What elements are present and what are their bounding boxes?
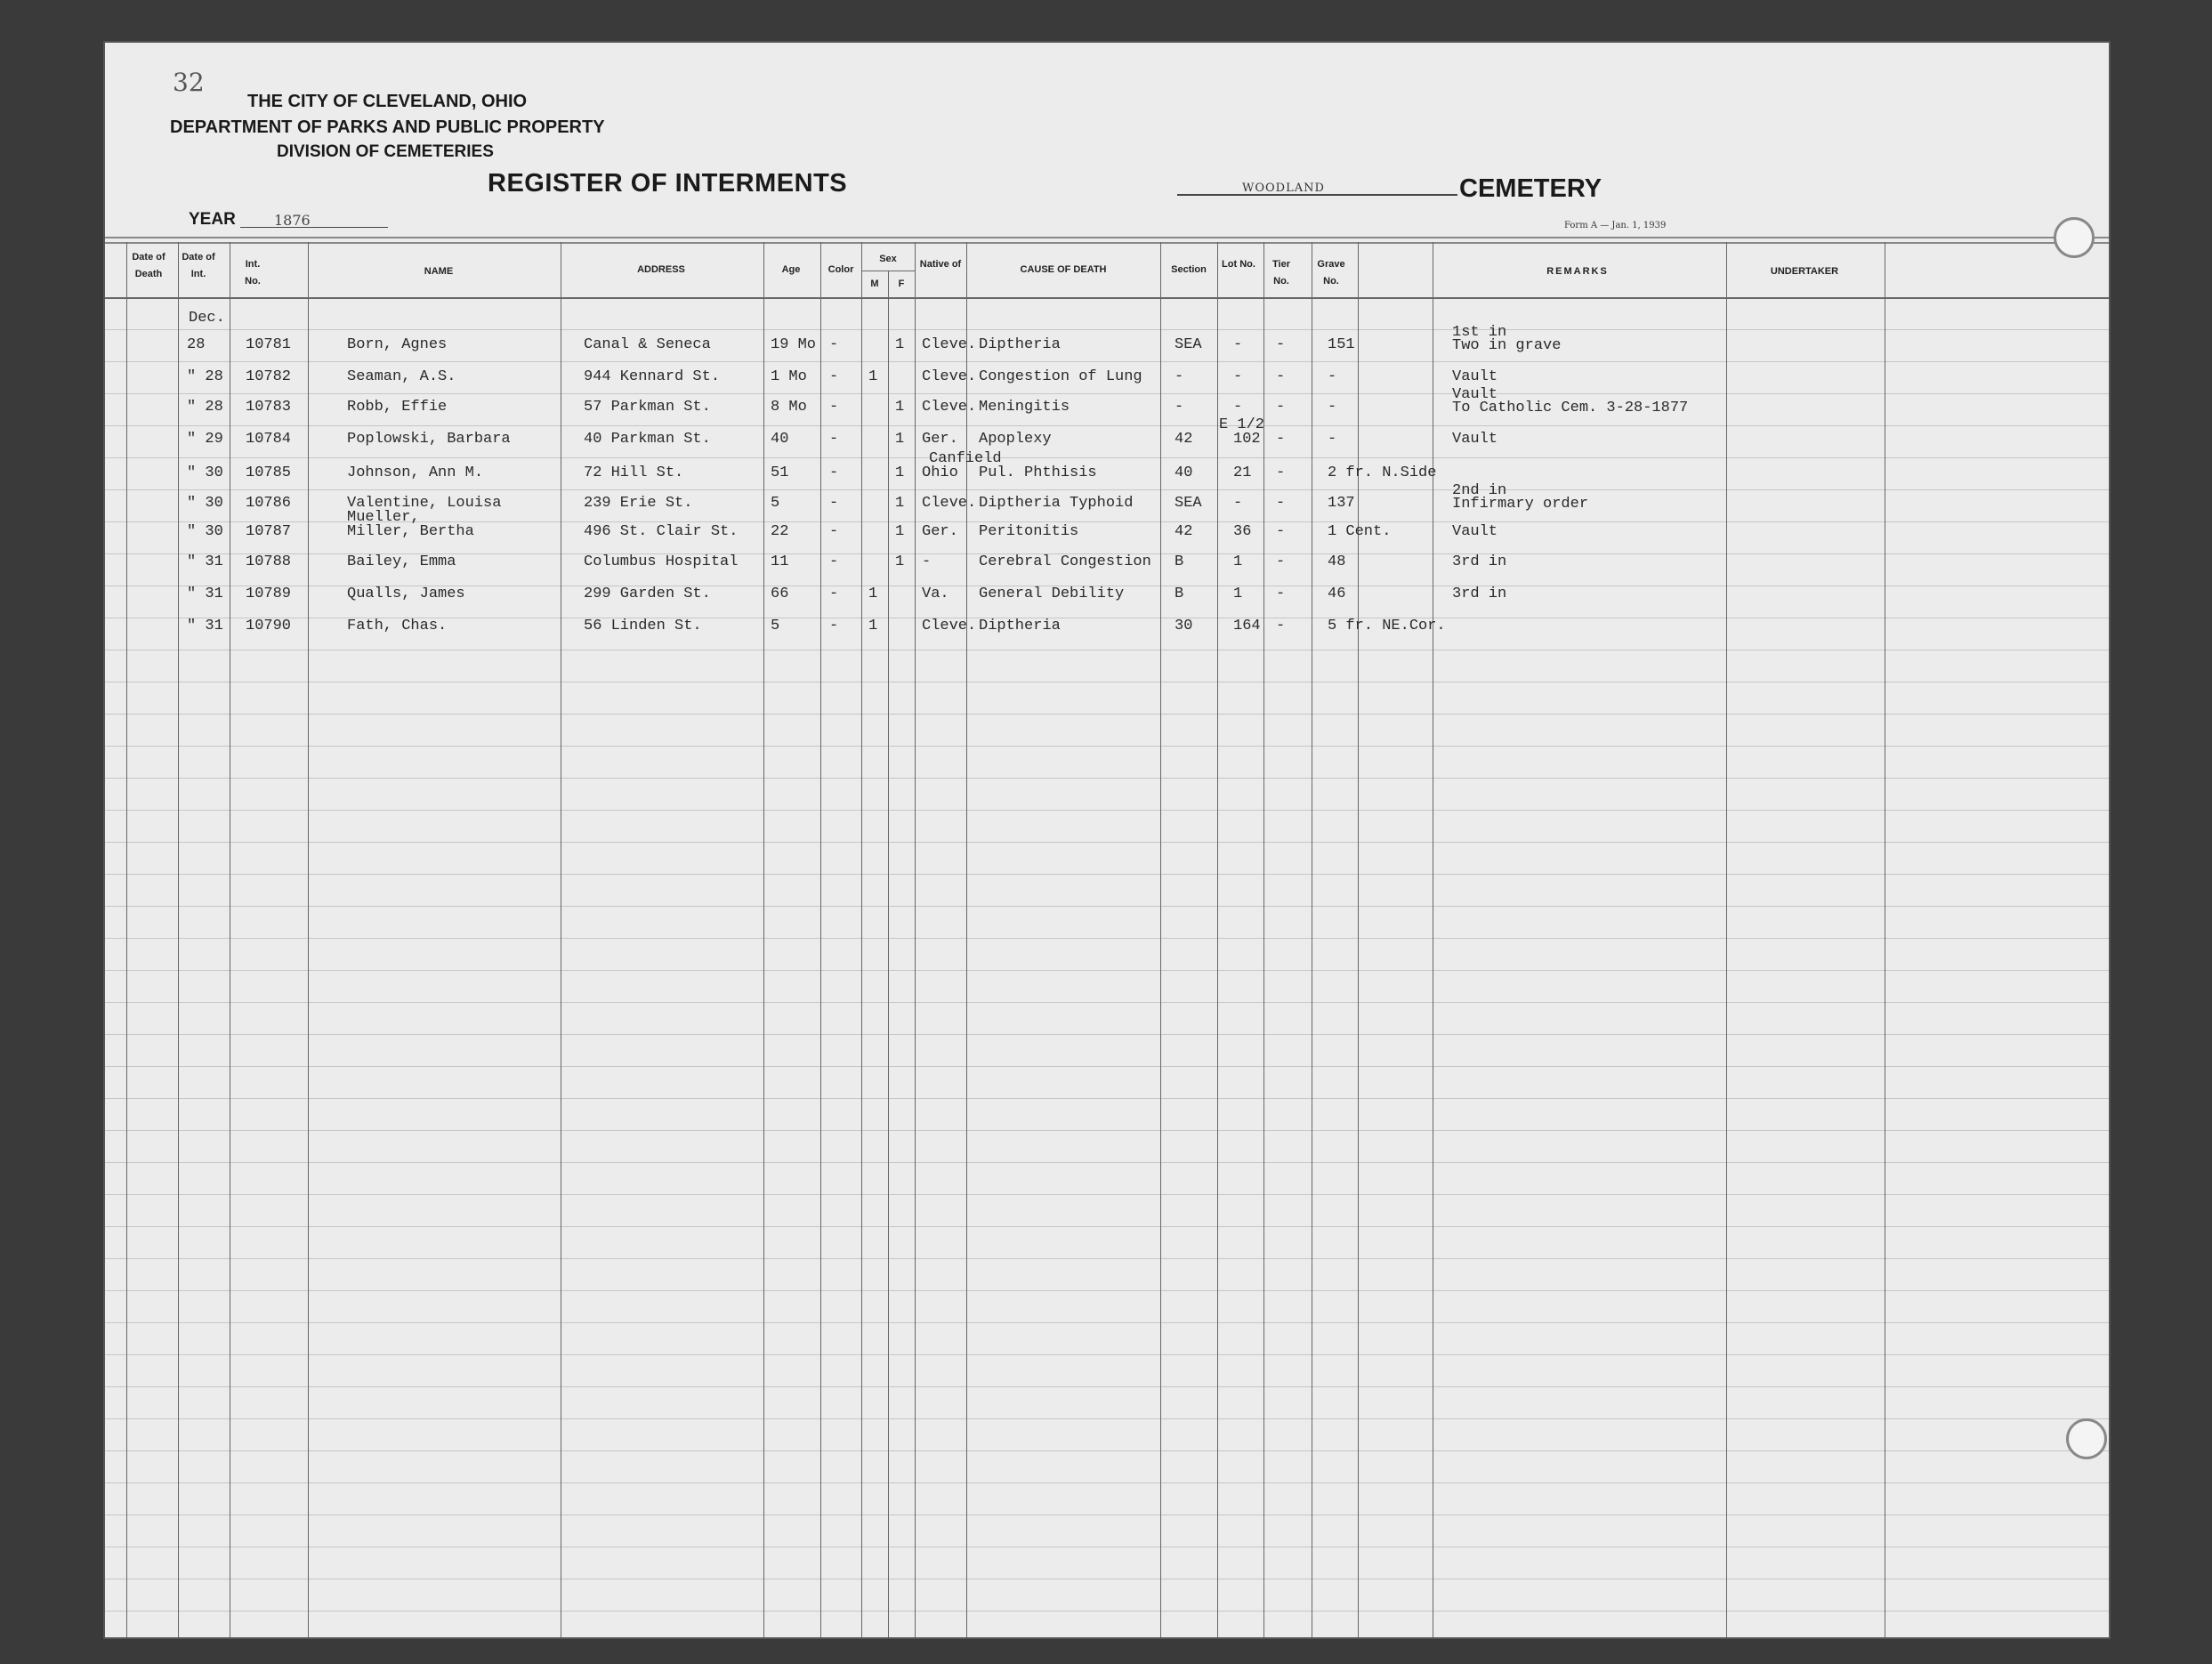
column-line <box>861 242 862 1637</box>
record-grave: 151 <box>1328 336 1355 353</box>
ruled-line <box>105 489 2109 490</box>
register-page <box>105 43 2109 1637</box>
record-int-no: 10789 <box>246 586 292 602</box>
record-native-of: Ger. <box>922 431 958 448</box>
record-color: - <box>829 523 839 540</box>
record-date: " 30 <box>187 464 223 481</box>
col-cause-of-death: CAUSE OF DEATH <box>1020 264 1107 275</box>
record-remarks: 3rd in <box>1452 553 1507 570</box>
column-line <box>308 242 309 1637</box>
column-line <box>178 242 179 1637</box>
record-lot: 1 <box>1233 586 1243 602</box>
col-color: Color <box>827 264 854 275</box>
record-remarks: Vault <box>1452 431 1498 448</box>
record-tier: - <box>1276 399 1286 416</box>
ruled-line <box>105 874 2109 875</box>
ruled-line <box>105 1034 2109 1035</box>
record-name: Bailey, Emma <box>347 553 456 570</box>
record-age: 5 <box>771 495 780 512</box>
record-address: 944 Kennard St. <box>584 368 721 385</box>
record-name: Fath, Chas. <box>347 618 448 634</box>
record-lot-above: E 1/2 <box>1219 416 1265 433</box>
ruled-line <box>105 1002 2109 1003</box>
record-grave: - <box>1328 368 1337 385</box>
record-lot: 102 <box>1233 431 1261 448</box>
record-color: - <box>829 368 839 385</box>
record-native-of: Cleve. <box>922 368 977 385</box>
record-int-no: 10783 <box>246 399 292 416</box>
year-line <box>240 227 388 228</box>
record-name: Miller, Bertha <box>347 523 474 540</box>
col-undertaker: UNDERTAKER <box>1770 266 1839 277</box>
ruled-line <box>105 1258 2109 1259</box>
record-name: Johnson, Ann M. <box>347 464 484 481</box>
record-remarks: Vault <box>1452 523 1498 540</box>
record-int-no: 10785 <box>246 464 292 481</box>
record-sex-f: 1 <box>895 495 905 512</box>
record-lot: - <box>1233 495 1243 512</box>
record-sex-f: 1 <box>895 336 905 353</box>
record-lot: - <box>1233 399 1243 416</box>
record-date: " 30 <box>187 523 223 540</box>
record-date: " 31 <box>187 618 223 634</box>
record-age: 19 Mo <box>771 336 817 353</box>
ruled-line <box>105 393 2109 394</box>
header-bottom-rule <box>105 297 2109 299</box>
column-line <box>126 242 127 1637</box>
record-date: 28 <box>187 336 206 353</box>
col-grave-no: Grave No. <box>1317 259 1345 287</box>
record-int-no: 10786 <box>246 495 292 512</box>
year-value: 1876 <box>274 212 311 229</box>
record-address: Columbus Hospital <box>584 553 739 570</box>
record-name: Valentine, Louisa <box>347 495 502 512</box>
col-sex: Sex <box>879 254 897 264</box>
ruled-line <box>105 1226 2109 1227</box>
record-name: Qualls, James <box>347 586 465 602</box>
record-sex-f: 1 <box>895 464 905 481</box>
col-remarks: REMARKS <box>1546 266 1609 277</box>
header-rule <box>105 237 2109 238</box>
record-native-of: Va. <box>922 586 949 602</box>
record-int-no: 10782 <box>246 368 292 385</box>
record-cause: Diptheria <box>979 618 1061 634</box>
record-color: - <box>829 464 839 481</box>
ruled-line <box>105 1418 2109 1419</box>
record-remarks-2: Two in grave <box>1452 337 1562 354</box>
record-name: Seaman, A.S. <box>347 368 456 385</box>
ruled-line <box>105 425 2109 426</box>
record-date: " 28 <box>187 368 223 385</box>
record-section: 42 <box>1175 431 1193 448</box>
record-address: 239 Erie St. <box>584 495 693 512</box>
org-division: DIVISION OF CEMETERIES <box>277 142 494 161</box>
record-lot: 36 <box>1233 523 1252 540</box>
record-address: 57 Parkman St. <box>584 399 711 416</box>
record-tier: - <box>1276 368 1286 385</box>
record-age: 66 <box>771 586 789 602</box>
ruled-line <box>105 457 2109 458</box>
record-color: - <box>829 399 839 416</box>
record-address: 56 Linden St. <box>584 618 702 634</box>
record-color: - <box>829 495 839 512</box>
record-int-no: 10790 <box>246 618 292 634</box>
record-date: " 28 <box>187 399 223 416</box>
ruled-line <box>105 938 2109 939</box>
record-date: " 31 <box>187 586 223 602</box>
column-line <box>1726 242 1727 1637</box>
record-cause: Diptheria <box>979 336 1061 353</box>
record-cause: Congestion of Lung <box>979 368 1142 385</box>
record-tier: - <box>1276 336 1286 353</box>
record-grave: 137 <box>1328 495 1355 512</box>
record-age: 8 Mo <box>771 399 807 416</box>
record-grave: 48 <box>1328 553 1346 570</box>
record-remarks: Vault <box>1452 386 1498 403</box>
record-int-no: 10788 <box>246 553 292 570</box>
record-name: Born, Agnes <box>347 336 448 353</box>
record-remarks-2: To Catholic Cem. 3-28-1877 <box>1452 400 1689 416</box>
ruled-line <box>105 714 2109 715</box>
column-line <box>1358 242 1359 1637</box>
record-cause: Diptheria Typhoid <box>979 495 1134 512</box>
record-age: 40 <box>771 431 789 448</box>
col-native-of: Native of <box>919 259 962 270</box>
page-title: REGISTER OF INTERMENTS <box>488 169 848 198</box>
record-remarks: Vault <box>1452 368 1498 385</box>
binder-ring-icon <box>2054 217 2095 258</box>
record-color: - <box>829 586 839 602</box>
record-lot: 1 <box>1233 553 1243 570</box>
record-cause: Peritonitis <box>979 523 1079 540</box>
ruled-line <box>105 1450 2109 1451</box>
col-name: NAME <box>424 266 454 277</box>
record-color: - <box>829 618 839 634</box>
record-section: B <box>1175 553 1184 570</box>
record-section: B <box>1175 586 1184 602</box>
record-native-of: - <box>922 553 932 570</box>
ruled-line <box>105 1194 2109 1195</box>
column-line <box>1263 242 1264 1637</box>
col-date-of-int: Date of Int. <box>182 252 215 279</box>
col-sex-f: F <box>898 279 905 289</box>
record-grave: 1 Cent. <box>1328 523 1392 540</box>
record-age: 5 <box>771 618 780 634</box>
col-lot-no: Lot No. <box>1222 259 1255 270</box>
ruled-line <box>105 1354 2109 1355</box>
ruled-line <box>105 1290 2109 1291</box>
ruled-line <box>105 682 2109 683</box>
month-label: Dec. <box>189 310 225 327</box>
ruled-line <box>105 1098 2109 1099</box>
ruled-line <box>105 1386 2109 1387</box>
record-date: " 31 <box>187 553 223 570</box>
column-line <box>1217 242 1218 1637</box>
record-cause: Pul. Phthisis <box>979 464 1097 481</box>
ruled-line <box>105 1130 2109 1131</box>
record-cause: Cerebral Congestion <box>979 553 1151 570</box>
ruled-line <box>105 1482 2109 1483</box>
record-section: SEA <box>1175 336 1202 353</box>
ruled-line <box>105 1322 2109 1323</box>
record-lot: - <box>1233 336 1243 353</box>
record-remarks: 2nd in <box>1452 482 1507 499</box>
org-city: THE CITY OF CLEVELAND, OHIO <box>247 92 528 111</box>
column-line <box>915 242 916 1637</box>
record-sex-m: 1 <box>868 368 878 385</box>
record-int-no: 10787 <box>246 523 292 540</box>
record-date: " 30 <box>187 495 223 512</box>
record-name: Robb, Effie <box>347 399 448 416</box>
record-native-of: Cleve. <box>922 495 977 512</box>
col-sex-m: M <box>870 279 879 289</box>
record-remarks: 1st in <box>1452 324 1507 341</box>
col-address: ADDRESS <box>637 264 685 275</box>
record-native-of: Ohio <box>922 464 958 481</box>
record-address: 40 Parkman St. <box>584 431 711 448</box>
ruled-line <box>105 906 2109 907</box>
record-age: 1 Mo <box>771 368 807 385</box>
record-native-of: Cleve. <box>922 336 977 353</box>
year-label: YEAR <box>189 210 236 229</box>
record-section: SEA <box>1175 495 1202 512</box>
record-section: 30 <box>1175 618 1193 634</box>
ruled-line <box>105 746 2109 747</box>
record-native-of: Ger. <box>922 523 958 540</box>
record-color: - <box>829 336 839 353</box>
binder-ring-icon <box>2066 1418 2107 1459</box>
org-department: DEPARTMENT OF PARKS AND PUBLIC PROPERTY <box>170 117 605 137</box>
record-grave: - <box>1328 399 1337 416</box>
record-age: 11 <box>771 553 789 570</box>
record-native-above: Canfield <box>929 450 1002 467</box>
col-tier-no: Tier No. <box>1272 259 1290 287</box>
record-color: - <box>829 553 839 570</box>
cemetery-label: CEMETERY <box>1459 174 1602 203</box>
record-name: Poplowski, Barbara <box>347 431 511 448</box>
ruled-line <box>105 1066 2109 1067</box>
record-grave: 46 <box>1328 586 1346 602</box>
record-address: 72 Hill St. <box>584 464 684 481</box>
record-tier: - <box>1276 495 1286 512</box>
record-address: 299 Garden St. <box>584 586 711 602</box>
record-lot: - <box>1233 368 1243 385</box>
record-section: 40 <box>1175 464 1193 481</box>
record-age: 22 <box>771 523 789 540</box>
record-tier: - <box>1276 464 1286 481</box>
col-age: Age <box>781 264 801 275</box>
record-section: - <box>1175 368 1184 385</box>
ruled-line <box>105 361 2109 362</box>
record-int-no: 10781 <box>246 336 292 353</box>
record-native-of: Cleve. <box>922 618 977 634</box>
record-color: - <box>829 431 839 448</box>
record-grave: - <box>1328 431 1337 448</box>
ruled-line <box>105 810 2109 811</box>
col-section: Section <box>1171 264 1207 275</box>
record-sex-m: 1 <box>868 618 878 634</box>
record-grave: 5 fr. NE.Cor. <box>1328 618 1446 634</box>
record-native-of: Cleve. <box>922 399 977 416</box>
record-remarks-2: Infirmary order <box>1452 496 1589 513</box>
cemetery-name: WOODLAND <box>1242 182 1325 195</box>
record-tier: - <box>1276 618 1286 634</box>
ruled-line <box>105 1162 2109 1163</box>
record-section: 42 <box>1175 523 1193 540</box>
page-number: 32 <box>173 68 205 97</box>
form-note: Form A — Jan. 1, 1939 <box>1564 221 1667 230</box>
record-lot: 21 <box>1233 464 1252 481</box>
record-tier: - <box>1276 586 1286 602</box>
record-sex-f: 1 <box>895 431 905 448</box>
record-cause: General Debility <box>979 586 1125 602</box>
column-line <box>1160 242 1161 1637</box>
record-cause: Apoplexy <box>979 431 1052 448</box>
record-int-no: 10784 <box>246 431 292 448</box>
column-line <box>888 271 889 1637</box>
ruled-line <box>105 778 2109 779</box>
col-date-of-death: Date of Death <box>132 252 165 279</box>
record-cause: Meningitis <box>979 399 1070 416</box>
record-grave: 2 fr. N.Side <box>1328 464 1437 481</box>
header-rule <box>105 242 2109 244</box>
record-sex-f: 1 <box>895 399 905 416</box>
record-name-above: Mueller, <box>347 509 420 526</box>
record-address: Canal & Seneca <box>584 336 711 353</box>
record-remarks: 3rd in <box>1452 586 1507 602</box>
record-section: - <box>1175 399 1184 416</box>
record-lot: 164 <box>1233 618 1261 634</box>
record-date: " 29 <box>187 431 223 448</box>
ruled-line <box>105 329 2109 330</box>
record-tier: - <box>1276 431 1286 448</box>
record-sex-f: 1 <box>895 523 905 540</box>
column-line <box>763 242 764 1637</box>
record-age: 51 <box>771 464 789 481</box>
col-int-no: Int. No. <box>245 259 261 287</box>
record-sex-m: 1 <box>868 586 878 602</box>
ruled-line <box>105 970 2109 971</box>
record-tier: - <box>1276 553 1286 570</box>
record-tier: - <box>1276 523 1286 540</box>
column-line <box>820 242 821 1637</box>
ruled-line <box>105 842 2109 843</box>
record-address: 496 St. Clair St. <box>584 523 739 540</box>
record-sex-f: 1 <box>895 553 905 570</box>
